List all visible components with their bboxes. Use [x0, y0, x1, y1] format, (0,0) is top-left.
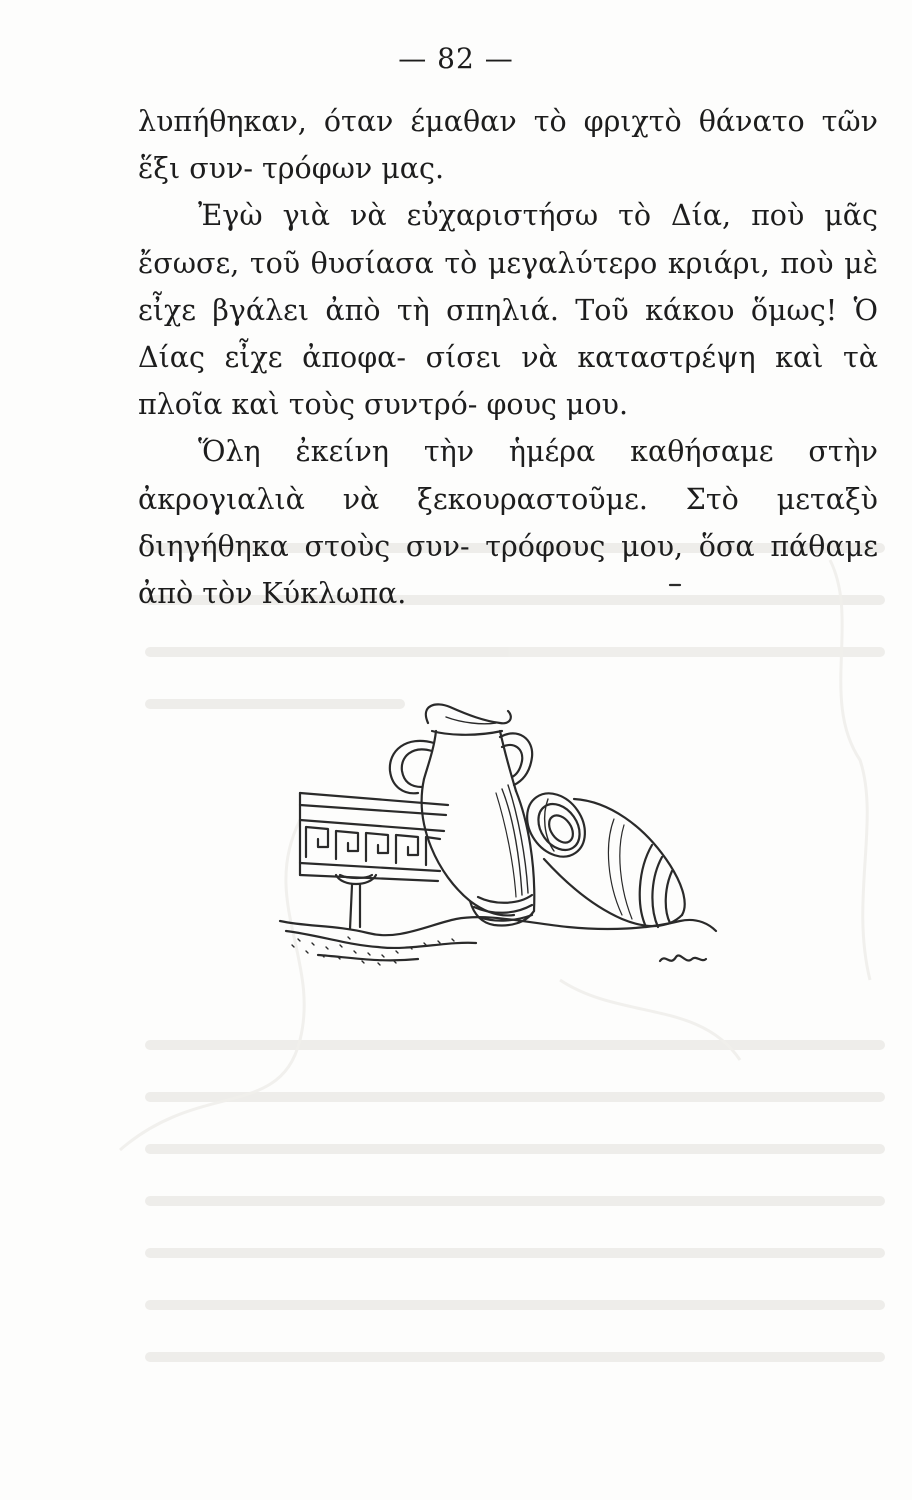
paragraph: Ὅλη ἐκείνη τὴν ἡμέρα καθήσαμε στὴν ἀκρογιαλιὰ νὰ ξεκουραστοῦμε. Στὸ μεταξὺ διηγήθηκα στοὺς συν- τρόφους μου, ὅσα πάθαμε ἀπὸ τὸν Κύκλωπα. [138, 435, 878, 611]
amphorae-on-shore-illustration [278, 575, 718, 995]
page-number: — 82 — [398, 42, 514, 75]
paragraph: λυπήθηκαν, όταν έμαθαν τὸ φριχτὸ θάνατο τῶν ἕξι συν- τρόφων μας. [138, 105, 878, 186]
paragraph: Ἐγὼ γιὰ νὰ εὐχαριστήσω τὸ Δία, ποὺ μᾶς ἔσωσε, τοῦ θυσίασα τὸ μεγαλύτερο κριάρι, ποὺ μὲ εἶχε βγάλει ἀπὸ τὴ σπηλιά. Τοῦ κάκου ὅμως! Ὁ Δίας εἶχε ἀποφα- σίσει νὰ καταστρέψη καὶ τὰ πλοῖα καὶ τοὺς συντρό- φους μου. [138, 199, 878, 422]
standing-amphora-icon [390, 704, 534, 925]
lying-amphora-icon [515, 782, 684, 927]
meander-wall-icon [300, 793, 448, 929]
body-text [138, 98, 878, 617]
